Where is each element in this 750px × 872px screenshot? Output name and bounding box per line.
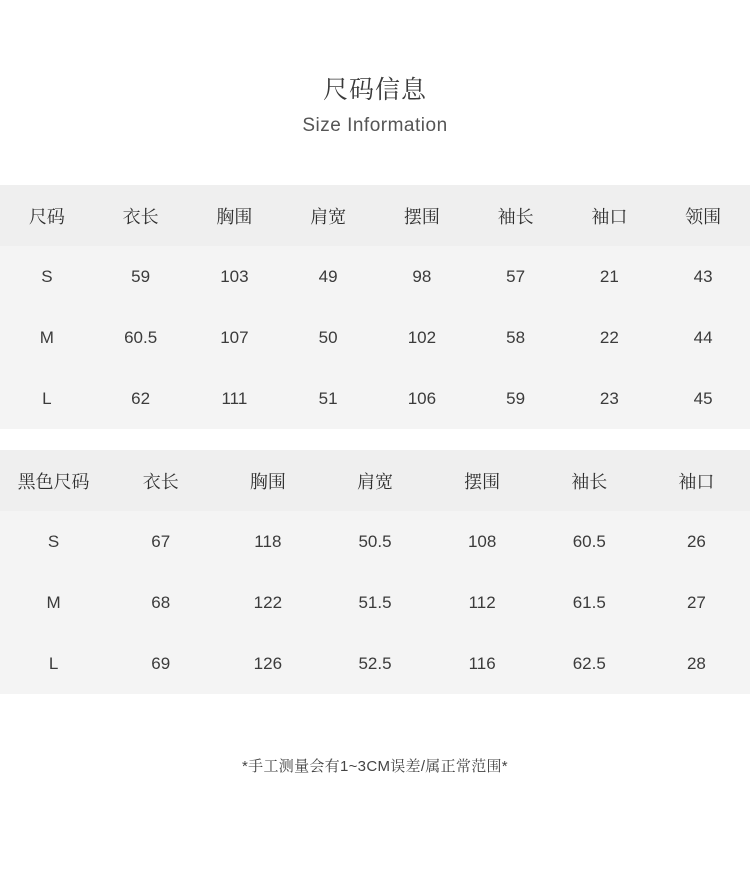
cell-hem: 98 xyxy=(412,266,432,286)
cell-cuff: 21 xyxy=(599,266,619,286)
cell-sleeve-length: 58 xyxy=(506,327,526,347)
column-header-length: 衣长 xyxy=(142,471,179,492)
table-gap xyxy=(0,429,750,450)
cell-bust: 107 xyxy=(220,327,249,347)
cell-length: 59 xyxy=(131,266,151,286)
column-header-cuff: 袖口 xyxy=(591,206,628,227)
cell-size: L xyxy=(42,388,52,408)
cell-size: M xyxy=(39,327,54,347)
header-spacer xyxy=(0,142,750,185)
table-row xyxy=(0,246,750,307)
cell-length: 67 xyxy=(151,531,171,551)
size-table-black-head xyxy=(0,450,750,511)
cell-cuff: 23 xyxy=(599,388,619,408)
cell-shoulder: 51 xyxy=(318,388,338,408)
cell-cuff: 28 xyxy=(686,653,706,673)
cell-hem: 112 xyxy=(468,592,496,612)
cell-sleeve-length: 59 xyxy=(506,388,526,408)
column-header-black-size: 黑色尺码 xyxy=(17,471,90,492)
cell-collar: 43 xyxy=(693,266,713,286)
page-header xyxy=(0,0,750,142)
size-table-black xyxy=(0,450,750,694)
cell-bust: 126 xyxy=(253,653,283,673)
cell-hem: 106 xyxy=(407,388,437,408)
cell-size: L xyxy=(48,653,59,673)
cell-length: 60.5 xyxy=(124,327,158,347)
column-header-hem: 摆围 xyxy=(464,471,501,492)
cell-sleeve-length: 61.5 xyxy=(572,592,606,612)
column-header-shoulder: 肩宽 xyxy=(356,471,393,492)
cell-bust: 111 xyxy=(221,388,248,408)
measurement-disclaimer: *手工测量会有1~3CM误差/属正常范围* xyxy=(242,758,508,775)
cell-shoulder: 50 xyxy=(318,327,338,347)
column-header-cuff: 袖口 xyxy=(678,471,715,492)
cell-length: 68 xyxy=(151,592,171,612)
size-table-primary xyxy=(0,185,750,429)
column-header-collar: 领围 xyxy=(685,206,722,227)
column-header-shoulder: 肩宽 xyxy=(310,206,347,227)
size-table-primary-body xyxy=(0,246,750,429)
size-table-primary-head xyxy=(0,185,750,246)
cell-size: M xyxy=(46,592,61,612)
column-header-size: 尺码 xyxy=(28,206,65,227)
table-row xyxy=(0,633,750,694)
table-row xyxy=(0,511,750,572)
cell-cuff: 22 xyxy=(599,327,619,347)
cell-shoulder: 50.5 xyxy=(358,531,392,551)
column-header-sleeve-length: 袖长 xyxy=(497,206,534,227)
cell-cuff: 27 xyxy=(686,592,706,612)
cell-sleeve-length: 62.5 xyxy=(572,653,606,673)
column-header-bust: 胸围 xyxy=(249,471,286,492)
cell-sleeve-length: 57 xyxy=(506,266,526,286)
cell-collar: 44 xyxy=(693,327,713,347)
cell-length: 69 xyxy=(151,653,171,673)
cell-length: 62 xyxy=(131,388,151,408)
column-header-length: 衣长 xyxy=(122,206,159,227)
cell-bust: 118 xyxy=(254,531,282,551)
column-header-bust: 胸围 xyxy=(216,206,253,227)
cell-hem: 108 xyxy=(467,531,497,551)
page-title-en: Size Information xyxy=(302,115,448,136)
page-title-cn: 尺码信息 xyxy=(322,76,427,104)
table-header-row xyxy=(0,185,750,246)
table-row xyxy=(0,307,750,368)
cell-bust: 103 xyxy=(220,266,249,286)
column-header-hem: 摆围 xyxy=(403,206,440,227)
cell-bust: 122 xyxy=(253,592,283,612)
table-header-row xyxy=(0,450,750,511)
cell-size: S xyxy=(47,531,60,551)
cell-size: S xyxy=(41,266,53,286)
table-row xyxy=(0,368,750,429)
cell-cuff: 26 xyxy=(686,531,706,551)
size-table-black-body xyxy=(0,511,750,694)
column-header-sleeve-length: 袖长 xyxy=(571,471,608,492)
cell-collar: 45 xyxy=(693,388,713,408)
cell-shoulder: 49 xyxy=(318,266,338,286)
cell-hem: 116 xyxy=(468,653,496,673)
cell-shoulder: 52.5 xyxy=(358,653,392,673)
cell-hem: 102 xyxy=(407,327,437,347)
table-row xyxy=(0,572,750,633)
cell-sleeve-length: 60.5 xyxy=(572,531,606,551)
cell-shoulder: 51.5 xyxy=(358,592,392,612)
